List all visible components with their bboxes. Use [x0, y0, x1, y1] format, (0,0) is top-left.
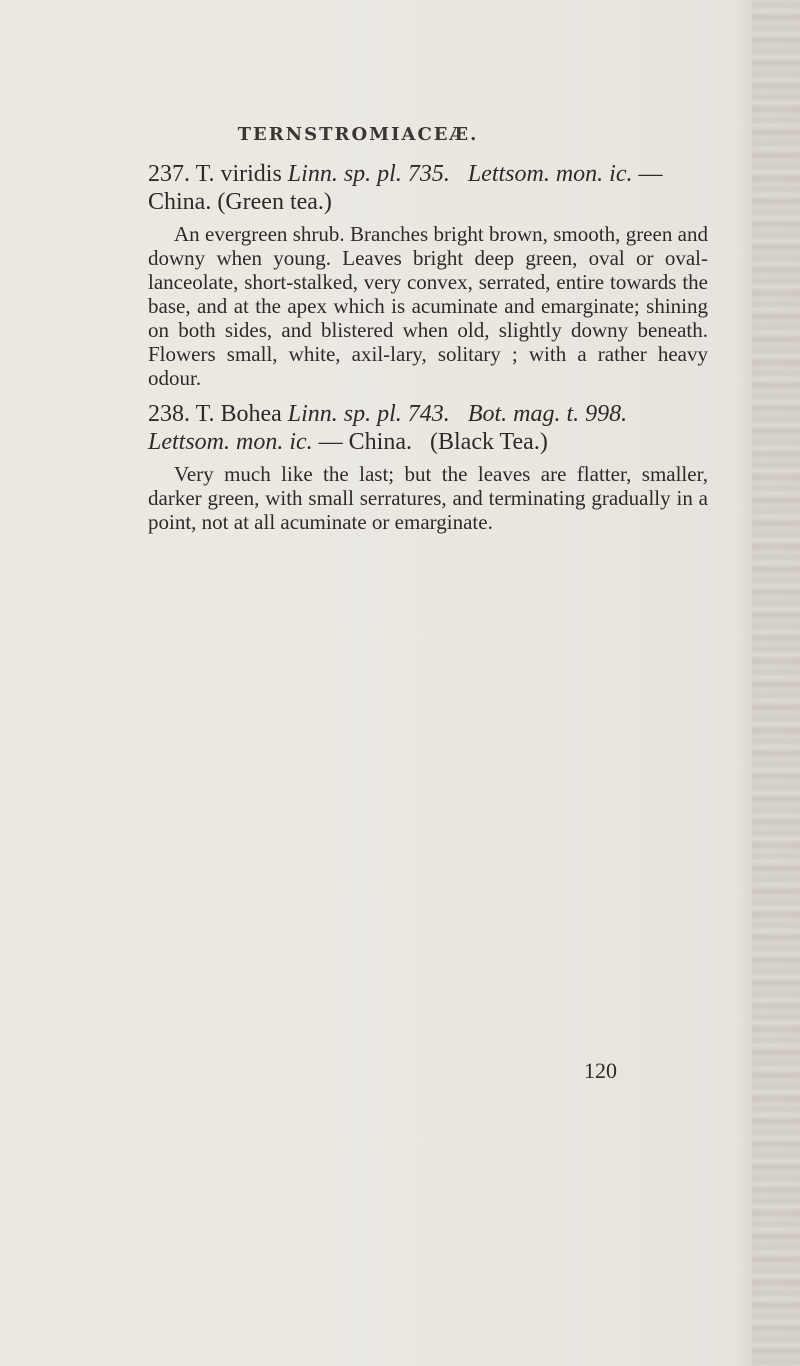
- entry-number: 237.: [148, 161, 190, 187]
- entry-heading-238: [148, 400, 708, 456]
- species-authority: Linn.: [287, 161, 338, 187]
- page-number: 120: [584, 1058, 617, 1083]
- page-content: [148, 160, 708, 534]
- species-reference-3: Lettsom. mon. ic.: [148, 429, 313, 455]
- species-common-name: (Green tea.): [217, 189, 332, 215]
- page-stack-edge: [752, 0, 800, 1366]
- entry-heading-237: [148, 160, 708, 216]
- species-name: T. viridis: [195, 161, 282, 187]
- species-locality: — China.: [318, 429, 412, 455]
- entry-number: 238.: [148, 401, 190, 427]
- species-locality: — China.: [148, 161, 663, 215]
- species-name: T. Bohea: [195, 401, 282, 427]
- entry-description-238: Very much like the last; but the leaves are flatter, smaller, darker green, with small serratures, and terminating gradually in a point, not at all acuminate or emarginate.: [148, 462, 708, 534]
- entry-description-237: An evergreen shrub. Branches bright brown, smooth, green and downy when young. Leaves bright deep green, oval or oval-lanceolate, short-stalked, very convex, serrated, entire towards the base, and at the apex which is acuminate and emarginate; shining on both sides, and blistered when old, slightly downy beneath. Flowers small, white, axil-lary, solitary ; with a rather heavy odour.: [148, 222, 708, 390]
- species-authority: Linn.: [287, 401, 338, 427]
- species-reference: sp. pl. 735.: [343, 161, 450, 187]
- species-reference-2: Lettsom. mon. ic.: [467, 161, 633, 187]
- species-reference: sp. pl. 743.: [343, 401, 450, 427]
- running-head: TERNSTROMIACEÆ.: [237, 124, 479, 145]
- species-reference-2: Bot. mag. t. 998.: [467, 401, 628, 427]
- species-common-name: (Black Tea.): [430, 429, 548, 455]
